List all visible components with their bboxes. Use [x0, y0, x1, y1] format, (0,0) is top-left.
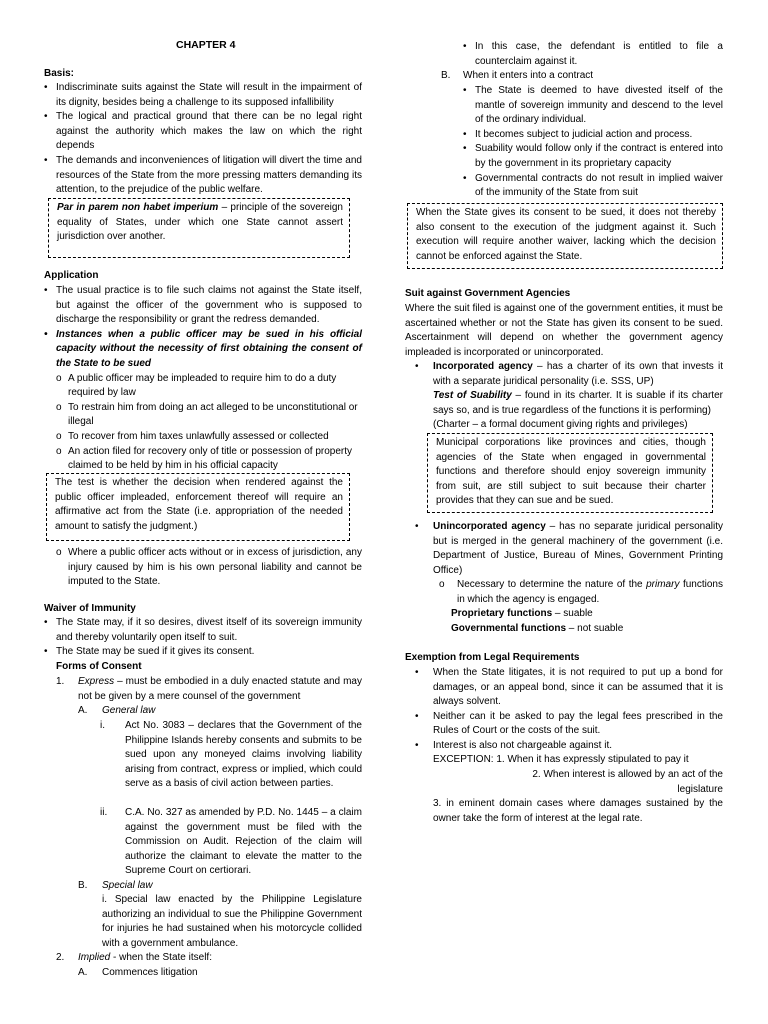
- agencies-heading: Suit against Government Agencies: [405, 288, 571, 299]
- list-item: • Interest is also not chargeable against it.: [415, 739, 612, 751]
- list-item: B. When it enters into a contract: [441, 70, 594, 81]
- list-item: • Unincorporated agency – has no separate juridical personality but is merged in the general machinery of the government (i.e. Department of Justice, Bureau of Mines, Government Printing Office): [415, 521, 723, 576]
- list-item: • Incorporated agency – has a charter of its own that invests it with a separate juridical personality (i.e. SSS, UP) Test of Suability – found in its charter. It is suable if its charter says so, and is true regardless of the functions it is performing) (Charter – a formal document giving rights and privileges): [415, 361, 724, 431]
- list-item: i. Act No. 3083 – declares that the Government of the Philippine Islands hereby consents and submits to be sued upon any moneyed claims involving liability arising from contract, express or implied, which could serve as a basis of civil action between parties.: [100, 720, 362, 790]
- exemption-heading: Exemption from Legal Requirements: [405, 652, 580, 663]
- basis-heading: Basis:: [44, 68, 75, 79]
- list-item: A. General law: [78, 705, 156, 716]
- list-item: • When the State litigates, it is not required to put up a bond for damages, or an appeal bond, since it can be assumed that it is always solvent.: [415, 667, 723, 708]
- contract-list: [463, 84, 723, 201]
- list-item: • The State is deemed to have divested itself of the mantle of sovereign immunity and descend to the level of the ordinary individual.: [463, 85, 723, 126]
- list-item: o To recover from him taxes unlawfully assessed or collected: [56, 430, 329, 442]
- list-item: • The logical and practical ground that there can be no legal right against the authority which makes the law on which the right depends: [44, 111, 362, 152]
- list-item: • Governmental contracts do not result in implied waiver of the immunity of the State from suit: [463, 172, 723, 199]
- list-item: o Necessary to determine the nature of the primary functions in which the agency is engaged.: [439, 579, 723, 605]
- list-item: B. Special law: [78, 880, 153, 891]
- list-item: • The State may, if it so desires, divest itself of its sovereign immunity and thereby voluntarily open itself to suit.: [44, 617, 362, 643]
- list-item: • Neither can it be asked to pay the legal fees prescribed in the Rules of Court or the costs of the suit.: [415, 710, 723, 737]
- exception-1: EXCEPTION: 1. When it has expressly stipulated to pay it: [433, 754, 689, 765]
- list-item: • Instances when a public officer may be sued in his official capacity without the necessity of first obtaining the consent of the State to be sued: [44, 328, 362, 369]
- exception-3: 3. in eminent domain cases where damages sustained by the owner take the form of interest at the legal rate.: [433, 798, 723, 824]
- list-item: 2. Implied - when the State itself:: [56, 952, 212, 963]
- application-heading: Application: [44, 270, 99, 281]
- list-item: • The usual practice is to file such claims not against the State itself, but against the officer of the government who is supposed to discharge the responsibility or grant the redress demanded.: [44, 285, 362, 326]
- exemption-list: [415, 666, 723, 754]
- application-list: [44, 284, 362, 474]
- basis-list: [44, 81, 362, 198]
- list-item: ii. C.A. No. 327 as amended by P.D. No. 1445 – a claim against the government must be filed with the Commission on Audit. Rejection of the claim will authorize the claimant to elevate the matter to the Supreme Court on certiorari.: [100, 807, 362, 877]
- chapter-title: CHAPTER 4: [176, 39, 236, 51]
- list-item: • In this case, the defendant is entitled to file a counterclaim against it.: [463, 41, 723, 67]
- test-box: The test is whether the decision when rendered against the public officer impleaded, enforcement thereof will require an affirmative act from the State (i.e. appropriation of the needed amount to satisfy the judgment.): [46, 473, 350, 541]
- proprietary-line: Proprietary functions – suable: [451, 608, 593, 619]
- waiver-list: [44, 616, 362, 660]
- agencies-paragraph: Where the suit filed is against one of the government entities, it must be ascertained whether or not the State has given its consent to be sued. Ascertainment will depend on whether the government agency impleaded is incorporated or unincorporated.: [405, 303, 723, 358]
- forms-heading: Forms of Consent: [56, 661, 142, 672]
- list-item: • The demands and inconveniences of litigation will divert the time and resources of the State from the more pressing matters demanding its attention, to the prejudice of the public welfare.: [44, 154, 362, 196]
- consent-box: When the State gives its consent to be sued, it does not thereby also consent to the execution of the judgment against it. Such execution will require another waiver, lacking which the decision cannot be enforced against the State.: [407, 203, 723, 269]
- governmental-line: Governmental functions – not suable: [451, 623, 624, 634]
- list-item: o Where a public officer acts without or in excess of jurisdiction, any injury caused by him is his own personal liability and cannot be imputed to the State.: [56, 547, 362, 588]
- list-item: o To restrain him from doing an act alleged to be unconstitutional or illegal: [56, 401, 358, 428]
- par-in-parem-box: Par in parem non habet imperium – principle of the sovereign equality of States, under which one State cannot assert jurisdiction over another.: [48, 198, 350, 258]
- list-item: o A public officer may be impleaded to require him to do a duty required by law: [56, 372, 337, 399]
- list-item: o An action filed for recovery only of title or possession of property claimed to be held by him in his official capacity: [56, 445, 353, 472]
- list-item: A. Commences litigation: [78, 967, 198, 978]
- list-item: • Suability would follow only if the contract is entered into by the government in its proprietary capacity: [463, 143, 723, 169]
- special-law-item: i. Special law enacted by the Philippine Legislature authorizing an individual to sue the Philippine Government for injuries he had sustained when his motorcycle collided with a government ambulance.: [102, 894, 362, 949]
- municipal-box: Municipal corporations like provinces and cities, though agencies of the State when engaged in governmental functions and therefore should enjoy sovereign immunity from suit, are still subject to suit because their charter provides that they can sue and be sued.: [427, 433, 713, 513]
- exception-2: 2. When interest is allowed by an act of the legislature: [532, 769, 723, 795]
- waiver-heading: Waiver of Immunity: [44, 603, 136, 614]
- list-item: • It becomes subject to judicial action and process.: [463, 128, 693, 140]
- list-item: • Indiscriminate suits against the State will result in the impairment of its dignity, besides being a challenge to its supposed infallibility: [44, 82, 362, 108]
- list-item: • The State may be sued if it gives its consent.: [44, 646, 255, 658]
- list-item: 1. Express – must be embodied in a duly enacted statute and may not be given by a mere counsel of the government: [56, 676, 362, 702]
